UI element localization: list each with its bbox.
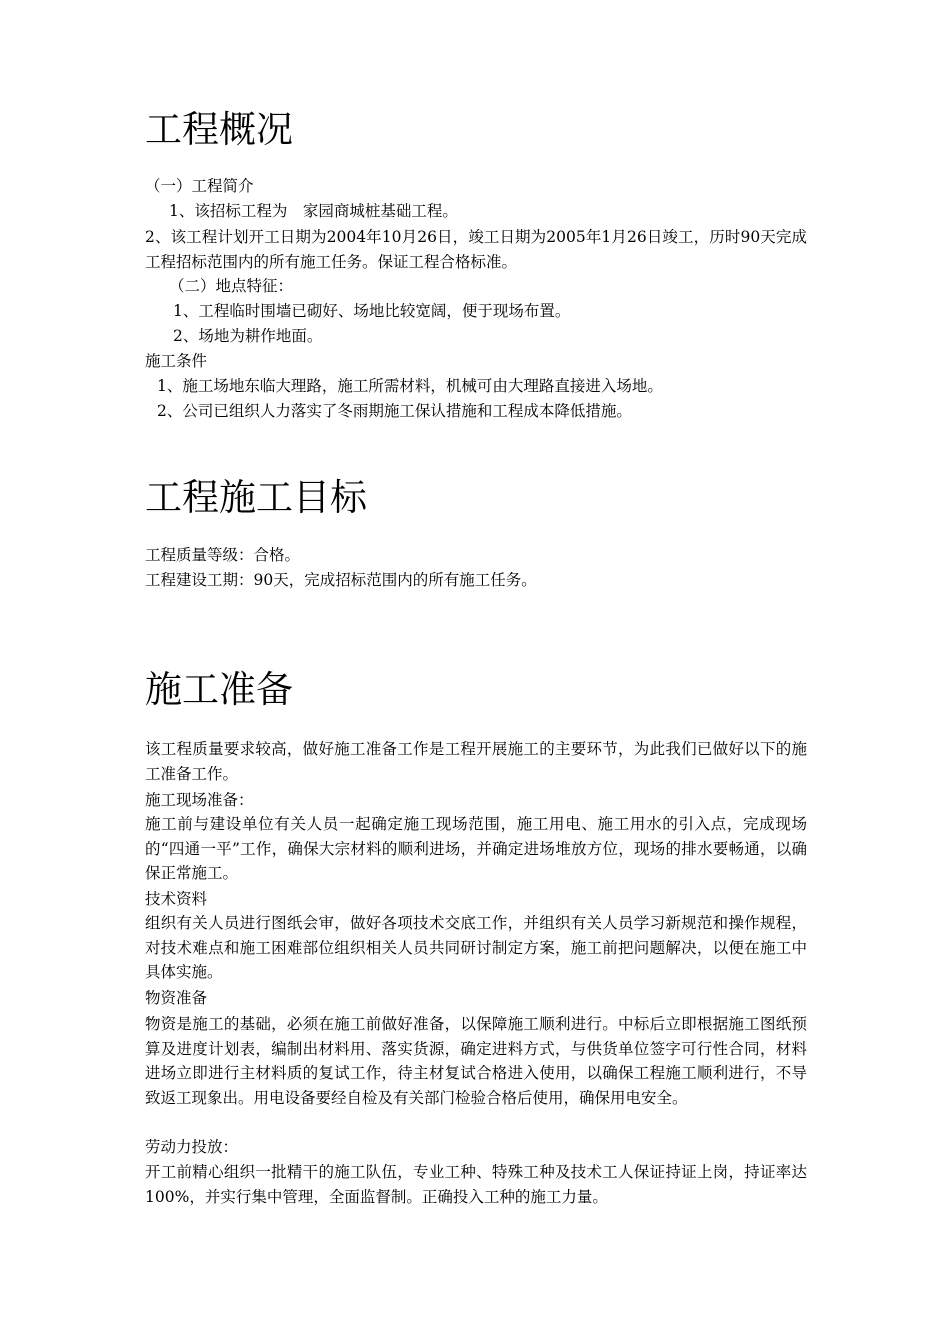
overview-item-2: 2、该工程计划开工日期为2004年10月26日，竣工日期为2005年1月26日竣工，历时90天完成工程招标范围内的所有施工任务。保证工程合格标准。: [145, 228, 807, 271]
technical-data-text: 组织有关人员进行图纸会审，做好各项技术交底工作，并组织有关人员学习新规范和操作规程，对技术难点和施工困难部位组织相关人员共同研讨制定方案，施工前把问题解决，以便在施工中具体实施。: [145, 914, 807, 981]
technical-data-label: 技术资料: [145, 890, 208, 908]
subheading-project-intro: （一）工程简介: [145, 177, 254, 195]
material-preparation-text: 物资是施工的基础，必须在施工前做好准备，以保障施工顺利进行。中标后立即根据施工图纸预算及进度计划表，编制出材料用、落实货源，确定进料方式，与供货单位签字可行性合同，材料进场立即进行主材料质的复试工作，待主材复试合格进入使用，以确保工程施工顺利进行，不导致返工现象出。用电设备要经自检及有关部门检验合格后使用，确保用电安全。: [145, 1015, 807, 1107]
preparation-intro: 该工程质量要求较高，做好施工准备工作是工程开展施工的主要环节，为此我们已做好以下的施工准备工作。: [145, 740, 807, 783]
goal-construction-period: 工程建设工期：90天，完成招标范围内的所有施工任务。: [145, 571, 537, 589]
heading-project-overview: 工程概况: [145, 108, 293, 151]
heading-construction-preparation: 施工准备: [145, 668, 293, 711]
labor-deployment-text: 开工前精心组织一批精干的施工队伍，专业工种、特殊工种及技术工人保证持证上岗，持证率达100%，并实行集中管理，全面监督制。正确投入工种的施工力量。: [145, 1163, 807, 1206]
heading-construction-goals: 工程施工目标: [145, 476, 367, 519]
site-preparation-text: 施工前与建设单位有关人员一起确定施工现场范围，施工用电、施工用水的引入点，完成现场的“四通一平”工作，确保大宗材料的顺利进场，并确定进场堆放方位，现场的排水要畅通，以确保正常施工。: [145, 815, 807, 882]
site-feature-2: 2、场地为耕作地面。: [173, 327, 323, 345]
labor-deployment-label: 劳动力投放：: [145, 1138, 239, 1156]
construction-condition-2: 2、公司已组织人力落实了冬雨期施工保认措施和工程成本降低措施。: [157, 402, 632, 420]
construction-condition-1: 1、施工场地东临大理路，施工所需材料，机械可由大理路直接进入场地。: [157, 377, 663, 395]
subheading-site-features: （二）地点特征：: [169, 277, 294, 295]
material-preparation-label: 物资准备: [145, 989, 208, 1007]
site-preparation-label: 施工现场准备：: [145, 791, 254, 809]
overview-item-1: 1、该招标工程为 家园商城桩基础工程。: [169, 202, 458, 220]
goal-quality-level: 工程质量等级：合格。: [145, 546, 301, 564]
construction-conditions-label: 施工条件: [145, 352, 208, 370]
site-feature-1: 1、工程临时围墙已砌好、场地比较宽阔，便于现场布置。: [173, 302, 571, 320]
